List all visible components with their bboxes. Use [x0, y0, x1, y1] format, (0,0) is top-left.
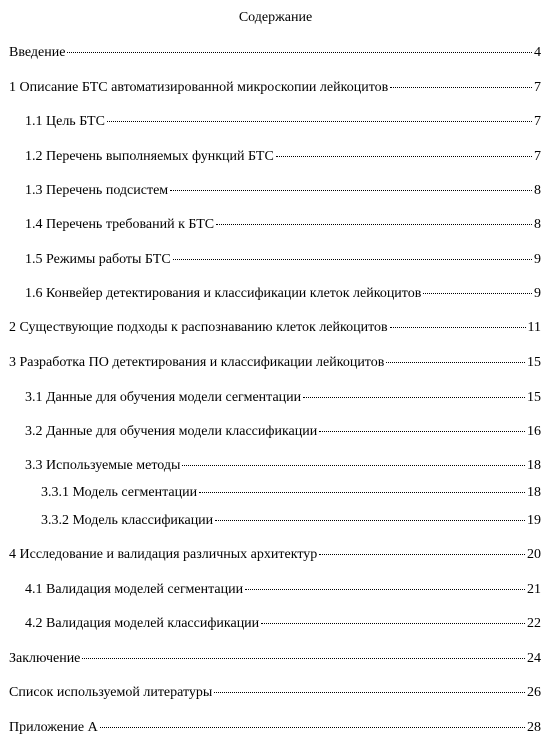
toc-entry-section-1-6[interactable]: [25, 285, 541, 303]
toc-page-number: 15: [527, 355, 541, 370]
toc-entry-chapter-1[interactable]: [9, 79, 541, 97]
toc-entry-label: 2 Существующие подходы к распознаванию клеток лейкоцитов: [9, 320, 388, 335]
toc-entry-section-1-4[interactable]: [25, 216, 541, 234]
dot-leader: [67, 52, 532, 53]
toc-entry-label: 3.3 Используемые методы: [25, 458, 181, 473]
toc-page-number: 4: [534, 45, 541, 60]
toc-page-number: 26: [527, 685, 541, 700]
toc-entry-label: 3.1 Данные для обучения модели сегментации: [25, 390, 302, 405]
dot-leader: [390, 327, 526, 328]
dot-leader: [261, 623, 525, 624]
dot-leader: [319, 554, 525, 555]
toc-page-number: 21: [527, 582, 541, 597]
dot-leader: [390, 87, 532, 88]
toc-entry-section-1-1[interactable]: [25, 113, 541, 131]
dot-leader: [245, 589, 525, 590]
dot-leader: [170, 190, 532, 191]
toc-entry-label: 4.2 Валидация моделей классификации: [25, 616, 260, 631]
dot-leader: [100, 727, 525, 728]
toc-page-number: 11: [527, 320, 541, 335]
toc-page-number: 8: [534, 217, 541, 232]
dot-leader: [82, 658, 525, 659]
toc-page-number: 9: [534, 252, 541, 267]
dot-leader: [423, 293, 532, 294]
toc-page-number: 24: [527, 651, 541, 666]
dot-leader: [173, 259, 532, 260]
toc-page-number: 22: [527, 616, 541, 631]
toc-page-number: 18: [527, 485, 541, 500]
dot-leader: [107, 121, 532, 122]
toc-entry-label: 1.1 Цель БТС: [25, 114, 105, 129]
toc-entry-label: 1.3 Перечень подсистем: [25, 183, 169, 198]
toc-page-number: 28: [527, 720, 541, 735]
toc-entry-label: Список используемой литературы: [9, 685, 213, 700]
toc-entry-section-3-2[interactable]: [25, 423, 541, 441]
toc-entry-label: 3.3.1 Модель сегментации: [41, 485, 198, 500]
toc-page-number: 18: [527, 458, 541, 473]
toc-entry-label: 3.3.2 Модель классификации: [41, 513, 214, 528]
dot-leader: [182, 465, 525, 466]
toc-entry-introduction[interactable]: [9, 44, 541, 62]
toc-entry-label: Приложение А: [9, 720, 98, 735]
toc-page-number: 7: [534, 149, 541, 164]
page-title: Содержание: [238, 10, 313, 25]
toc-entry-label: 1.6 Конвейер детектирования и классификации клеток лейкоцитов: [25, 286, 422, 301]
toc-entry-chapter-4[interactable]: [9, 546, 541, 564]
toc-page-number: 20: [527, 547, 541, 562]
toc-entry-section-3-3[interactable]: [25, 457, 541, 475]
toc-page-number: 7: [534, 80, 541, 95]
toc-entry-label: 1.4 Перечень требований к БТС: [25, 217, 215, 232]
toc-entry-section-1-2[interactable]: [25, 148, 541, 166]
toc-page-number: 15: [527, 390, 541, 405]
toc-entry-section-4-2[interactable]: [25, 615, 541, 633]
toc-entry-appendix-a[interactable]: [9, 719, 541, 737]
toc-page-number: 16: [527, 424, 541, 439]
toc-page-number: 9: [534, 286, 541, 301]
toc-entry-section-3-3-1[interactable]: [41, 484, 541, 502]
toc-entry-label: Заключение: [9, 651, 81, 666]
dot-leader: [199, 492, 525, 493]
toc-entry-label: 1.5 Режимы работы БТС: [25, 252, 171, 267]
toc-entry-label: 3.2 Данные для обучения модели классификации: [25, 424, 318, 439]
toc-page-number: 8: [534, 183, 541, 198]
toc-entry-conclusion[interactable]: [9, 650, 541, 668]
dot-leader: [215, 520, 525, 521]
toc-entry-section-3-3-2[interactable]: [41, 512, 541, 530]
dot-leader: [303, 397, 525, 398]
toc-page-number: 19: [527, 513, 541, 528]
toc-entry-label: 4 Исследование и валидация различных архитектур: [9, 547, 318, 562]
dot-leader: [319, 431, 525, 432]
toc-page-number: 7: [534, 114, 541, 129]
toc-entry-label: Введение: [9, 45, 66, 60]
toc-entry-references[interactable]: [9, 684, 541, 702]
toc-entry-section-3-1[interactable]: [25, 389, 541, 407]
toc-entry-section-4-1[interactable]: [25, 581, 541, 599]
dot-leader: [386, 362, 525, 363]
toc-entry-label: 4.1 Валидация моделей сегментации: [25, 582, 244, 597]
dot-leader: [276, 156, 532, 157]
toc-entry-section-1-3[interactable]: [25, 182, 541, 200]
toc-entry-label: 1 Описание БТС автоматизированной микроскопии лейкоцитов: [9, 80, 389, 95]
toc-entry-label: 1.2 Перечень выполняемых функций БТС: [25, 149, 274, 164]
toc-entry-chapter-2[interactable]: [9, 319, 541, 337]
toc-entry-section-1-5[interactable]: [25, 251, 541, 269]
toc-entry-chapter-3[interactable]: [9, 354, 541, 372]
toc-entry-label: 3 Разработка ПО детектирования и классификации лейкоцитов: [9, 355, 385, 370]
dot-leader: [214, 692, 525, 693]
dot-leader: [216, 224, 532, 225]
